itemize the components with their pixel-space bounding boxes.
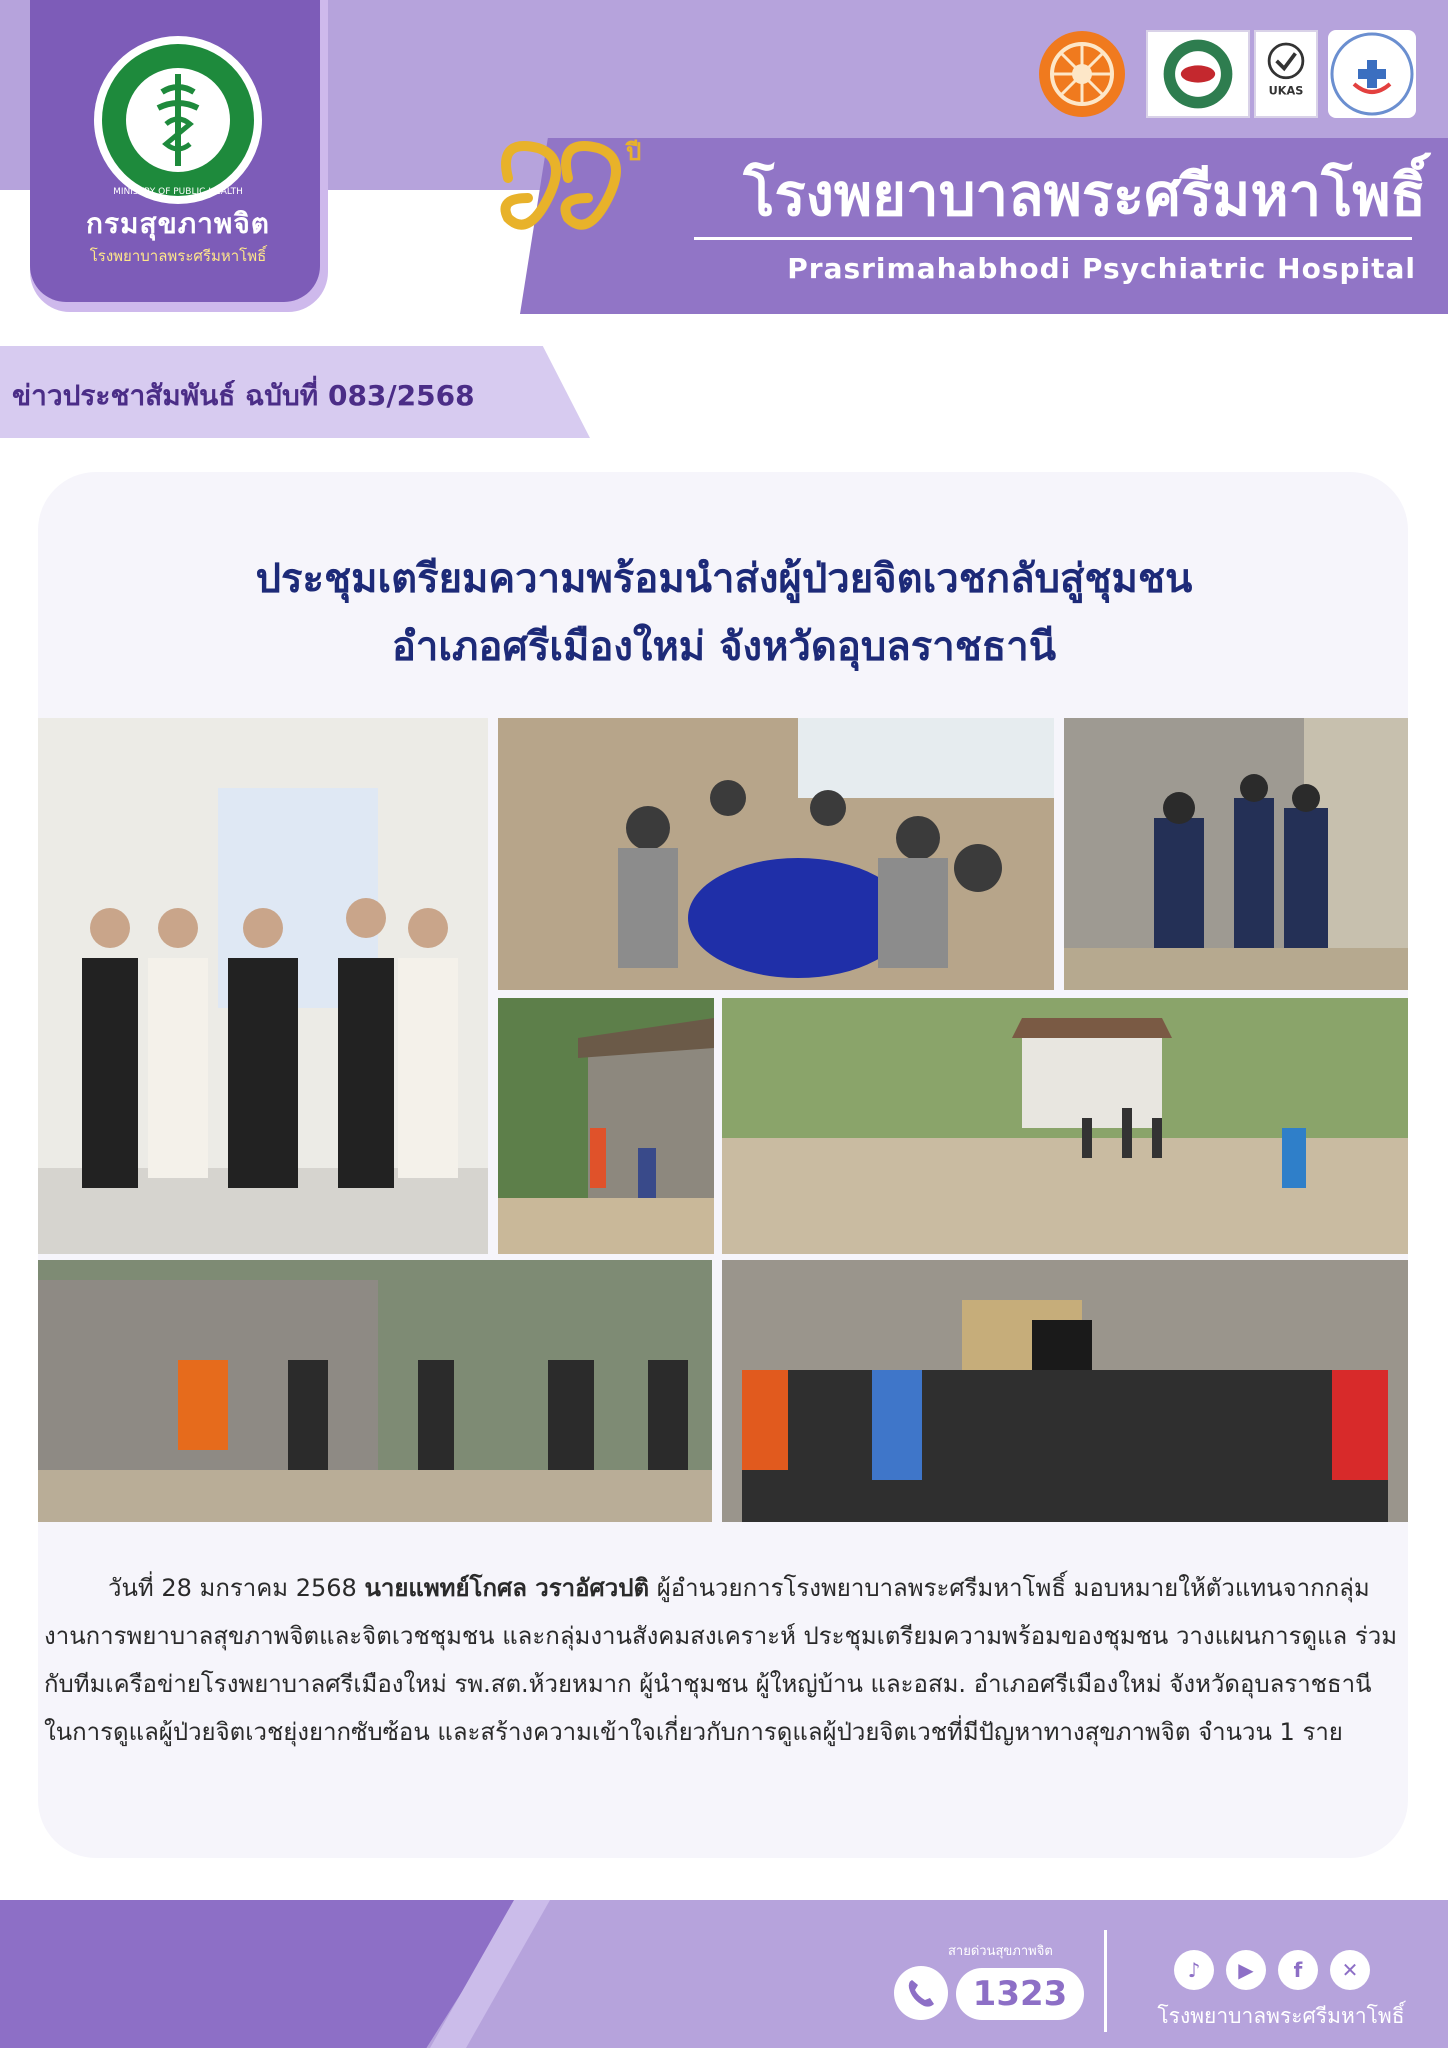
hospital-name-divider	[694, 237, 1412, 240]
headline-line-2: อำเภอศรีเมืองใหม่ จังหวัดอุบลราชธานี	[391, 624, 1057, 670]
ukas-label: UKAS	[1268, 84, 1304, 98]
hotline-caption: สายด่วนสุขภาพจิต	[948, 1944, 1053, 1959]
footer-hospital-name: โรงพยาบาลพระศรีมหาโพธิ์	[1157, 2004, 1405, 2028]
ukas-certification-icon	[1254, 30, 1318, 118]
hotline-number-text: 1323	[972, 1974, 1068, 2014]
department-subtitle: โรงพยาบาลพระศรีมหาโพธิ์	[89, 247, 267, 265]
photo-home-visit-wall	[1064, 718, 1408, 990]
photo-meeting-table	[498, 718, 1054, 990]
article-body	[44, 1564, 1404, 1756]
hospital-name-en: Prasrimahabhodi Psychiatric Hospital	[787, 252, 1416, 285]
article-date: วันที่ 28 มกราคม 2568	[108, 1574, 365, 1602]
article-body-text: ผู้อำนวยการโรงพยาบาลพระศรีมหาโพธิ์ มอบหมายให้ตัวแทนจากกลุ่มงานการพยาบาลสุขภาพจิตและจิตเวชชุมชน และกลุ่มงานสังคมสงเคราะห์ ประชุมเตรียมความพร้อมของชุมชน วางแผนการดูแล ร่วมกับทีมเครือข่ายโรงพยาบาลศรีเมืองใหม่ รพ.สต.ห้วยหมาก ผู้นำชุมชน ผู้ใหญ่บ้าน และอสม. อำเภอศรีเมืองใหม่ จังหวัดอุบลราชธานี ในการดูแลผู้ป่วยจิตเวชยุ่งยากซับซ้อน และสร้างความเข้าใจเกี่ยวกับการดูแลผู้ป่วยจิตเวชที่มีปัญหาทางสุขภาพจิต จำนวน 1 ราย	[44, 1574, 1398, 1746]
photo-small-house	[498, 998, 714, 1254]
director-name: นายแพทย์โกศล วราอัศวปติ	[364, 1574, 650, 1602]
seal-caption: MINISTRY OF PUBLIC HEALTH	[113, 187, 243, 197]
ha-accreditation-icon	[1328, 30, 1416, 118]
department-name: กรมสุขภาพจิต	[86, 207, 270, 240]
photo-walking-to-house	[722, 998, 1408, 1254]
facebook-icon[interactable]: f	[1278, 1950, 1318, 1990]
phone-icon[interactable]	[894, 1966, 948, 2020]
moph-seal-icon	[92, 34, 264, 206]
hotline-number[interactable]	[956, 1968, 1084, 2020]
x-icon[interactable]: ✕	[1330, 1950, 1370, 1990]
hospital-name-th: โรงพยาบาลพระศรีมหาโพธิ์	[743, 161, 1426, 229]
anniversary-unit: ปี	[626, 138, 642, 166]
dharma-wheel-badge-icon	[1038, 30, 1126, 118]
photo-group-outside-house	[38, 1260, 712, 1522]
photo-group-portrait	[38, 718, 488, 1254]
footer-divider	[1104, 1930, 1107, 2032]
tiktok-icon[interactable]: ♪	[1174, 1950, 1214, 1990]
urs-certification-icon	[1146, 30, 1250, 118]
press-release-number: ข่าวประชาสัมพันธ์ ฉบับที่ 083/2568	[12, 379, 475, 412]
anniversary-emblem-icon	[488, 118, 648, 254]
headline-line-1: ประชุมเตรียมความพร้อมนำส่งผู้ป่วยจิตเวชกลับสู่ชุมชน	[255, 556, 1193, 602]
youtube-icon[interactable]: ▶	[1226, 1950, 1266, 1990]
photo-group-at-door	[722, 1260, 1408, 1522]
